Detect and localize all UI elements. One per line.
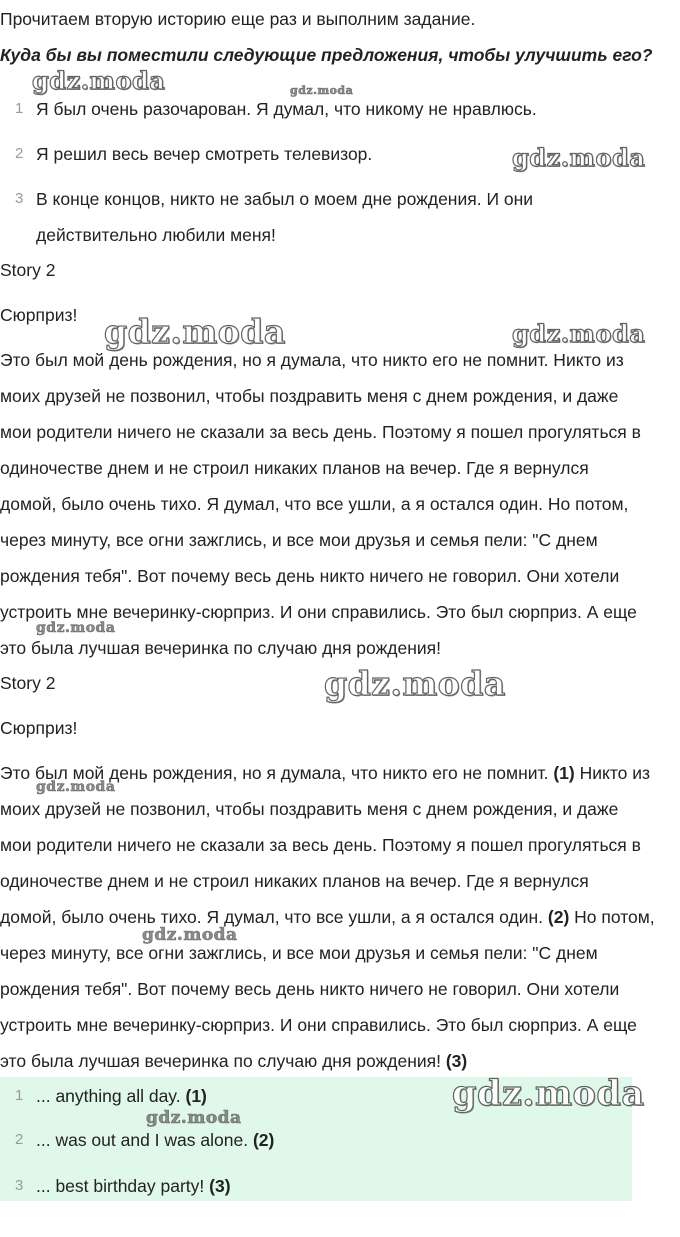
text-fragment: Никто из [574,763,651,783]
answer-text: ... anything all day. [36,1086,186,1106]
story-line: Это был мой день рождения, но я думала, что никто его не помнит. Никто из [0,350,624,370]
story-title: Сюрприз! [0,305,78,325]
story-line: одиночестве днем и не строил никаких планов на вечер. Где я вернулся [0,871,589,891]
story-line: рождения тебя". Вот почему весь день никто ничего не говорил. Они хотели [0,566,620,586]
watermark: gdz.moda [512,143,646,172]
story-label: Story 2 [0,260,56,280]
watermark: gdz.moda [36,779,116,795]
story-line: моих друзей не позвонил, чтобы поздравить меня с днем рождения, и даже [0,386,619,406]
story-line: моих друзей не позвонил, чтобы поздравить меня с днем рождения, и даже [0,799,619,819]
list-item: В конце концов, никто не забыл о моем дне рождения. И они [36,189,534,209]
story-line: мои родители ничего не сказали за весь день. Поэтому я пошел прогуляться в [0,835,641,855]
watermark: gdz.moda [32,66,166,95]
position-marker: (1) [553,763,575,783]
watermark: gdz.moda [36,620,116,636]
list-number: 2 [15,1131,24,1148]
story-line: мои родители ничего не сказали за весь день. Поэтому я пошел прогуляться в [0,422,641,442]
story-line: одиночестве днем и не строил никаких планов на вечер. Где я вернулся [0,458,589,478]
watermark: gdz.moda [512,319,646,348]
answer-marker: (3) [209,1176,231,1196]
answer-item [36,1085,207,1107]
story-line: это была лучшая вечеринка по случаю дня рождения! [0,638,441,658]
answer-marker: (2) [252,1130,275,1150]
watermark: gdz.moda [104,312,286,351]
story-line: устроить мне вечеринку-сюрприз. И они справились. Это был сюрприз. А еще [0,602,637,622]
position-marker: (3) [445,1051,468,1071]
text-fragment: домой, было очень тихо. Я думал, что все ушли, а я остался один. [0,907,548,927]
list-item-continuation: действительно любили меня! [36,225,276,245]
story-line: через минуту, все огни зажглись, и все мои друзья и семья пели: "С днем [0,943,598,963]
list-number: 1 [15,1087,24,1104]
story-line [0,906,655,928]
text-fragment: Но потом, [569,907,655,927]
watermark: gdz.moda [324,664,506,703]
story-line: рождения тебя". Вот почему весь день никто ничего не говорил. Они хотели [0,979,620,999]
answer-marker: (1) [185,1086,207,1106]
answer-item [36,1175,231,1197]
list-number: 3 [15,1177,24,1194]
task-question: Куда бы вы поместили следующие предложения, чтобы улучшить его? [0,45,653,65]
watermark: gdz.moda [142,925,238,945]
watermark: gdz.moda [290,84,354,97]
text-fragment: это была лучшая вечеринка по случаю дня рождения! [0,1051,446,1071]
watermark: gdz.moda [146,1108,242,1128]
answer-item [36,1129,274,1151]
list-item: Я решил весь вечер смотреть телевизор. [36,144,373,164]
story-line: через минуту, все огни зажглись, и все мои друзья и семья пели: "С днем [0,530,598,550]
list-number: 1 [15,100,24,117]
answer-text: ... was out and I was alone. [36,1130,253,1150]
story-line: домой, было очень тихо. Я думал, что все ушли, а я остался один. Но потом, [0,494,629,514]
list-number: 2 [15,145,24,162]
story-line: устроить мне вечеринку-сюрприз. И они справились. Это был сюрприз. А еще [0,1015,637,1035]
text-fragment: Это был мой день рождения, но я думала, что никто его не помнит. [0,763,554,783]
story-title: Сюрприз! [0,718,78,738]
answer-text: ... best birthday party! [36,1176,210,1196]
story-label: Story 2 [0,673,56,693]
list-number: 3 [15,190,24,207]
intro-text: Прочитаем вторую историю еще раз и выполним задание. [0,9,476,29]
watermark: gdz.moda [452,1073,645,1114]
story-line [0,1050,467,1072]
position-marker: (2) [547,907,570,927]
list-item: Я был очень разочарован. Я думал, что никому не нравлюсь. [36,99,537,119]
